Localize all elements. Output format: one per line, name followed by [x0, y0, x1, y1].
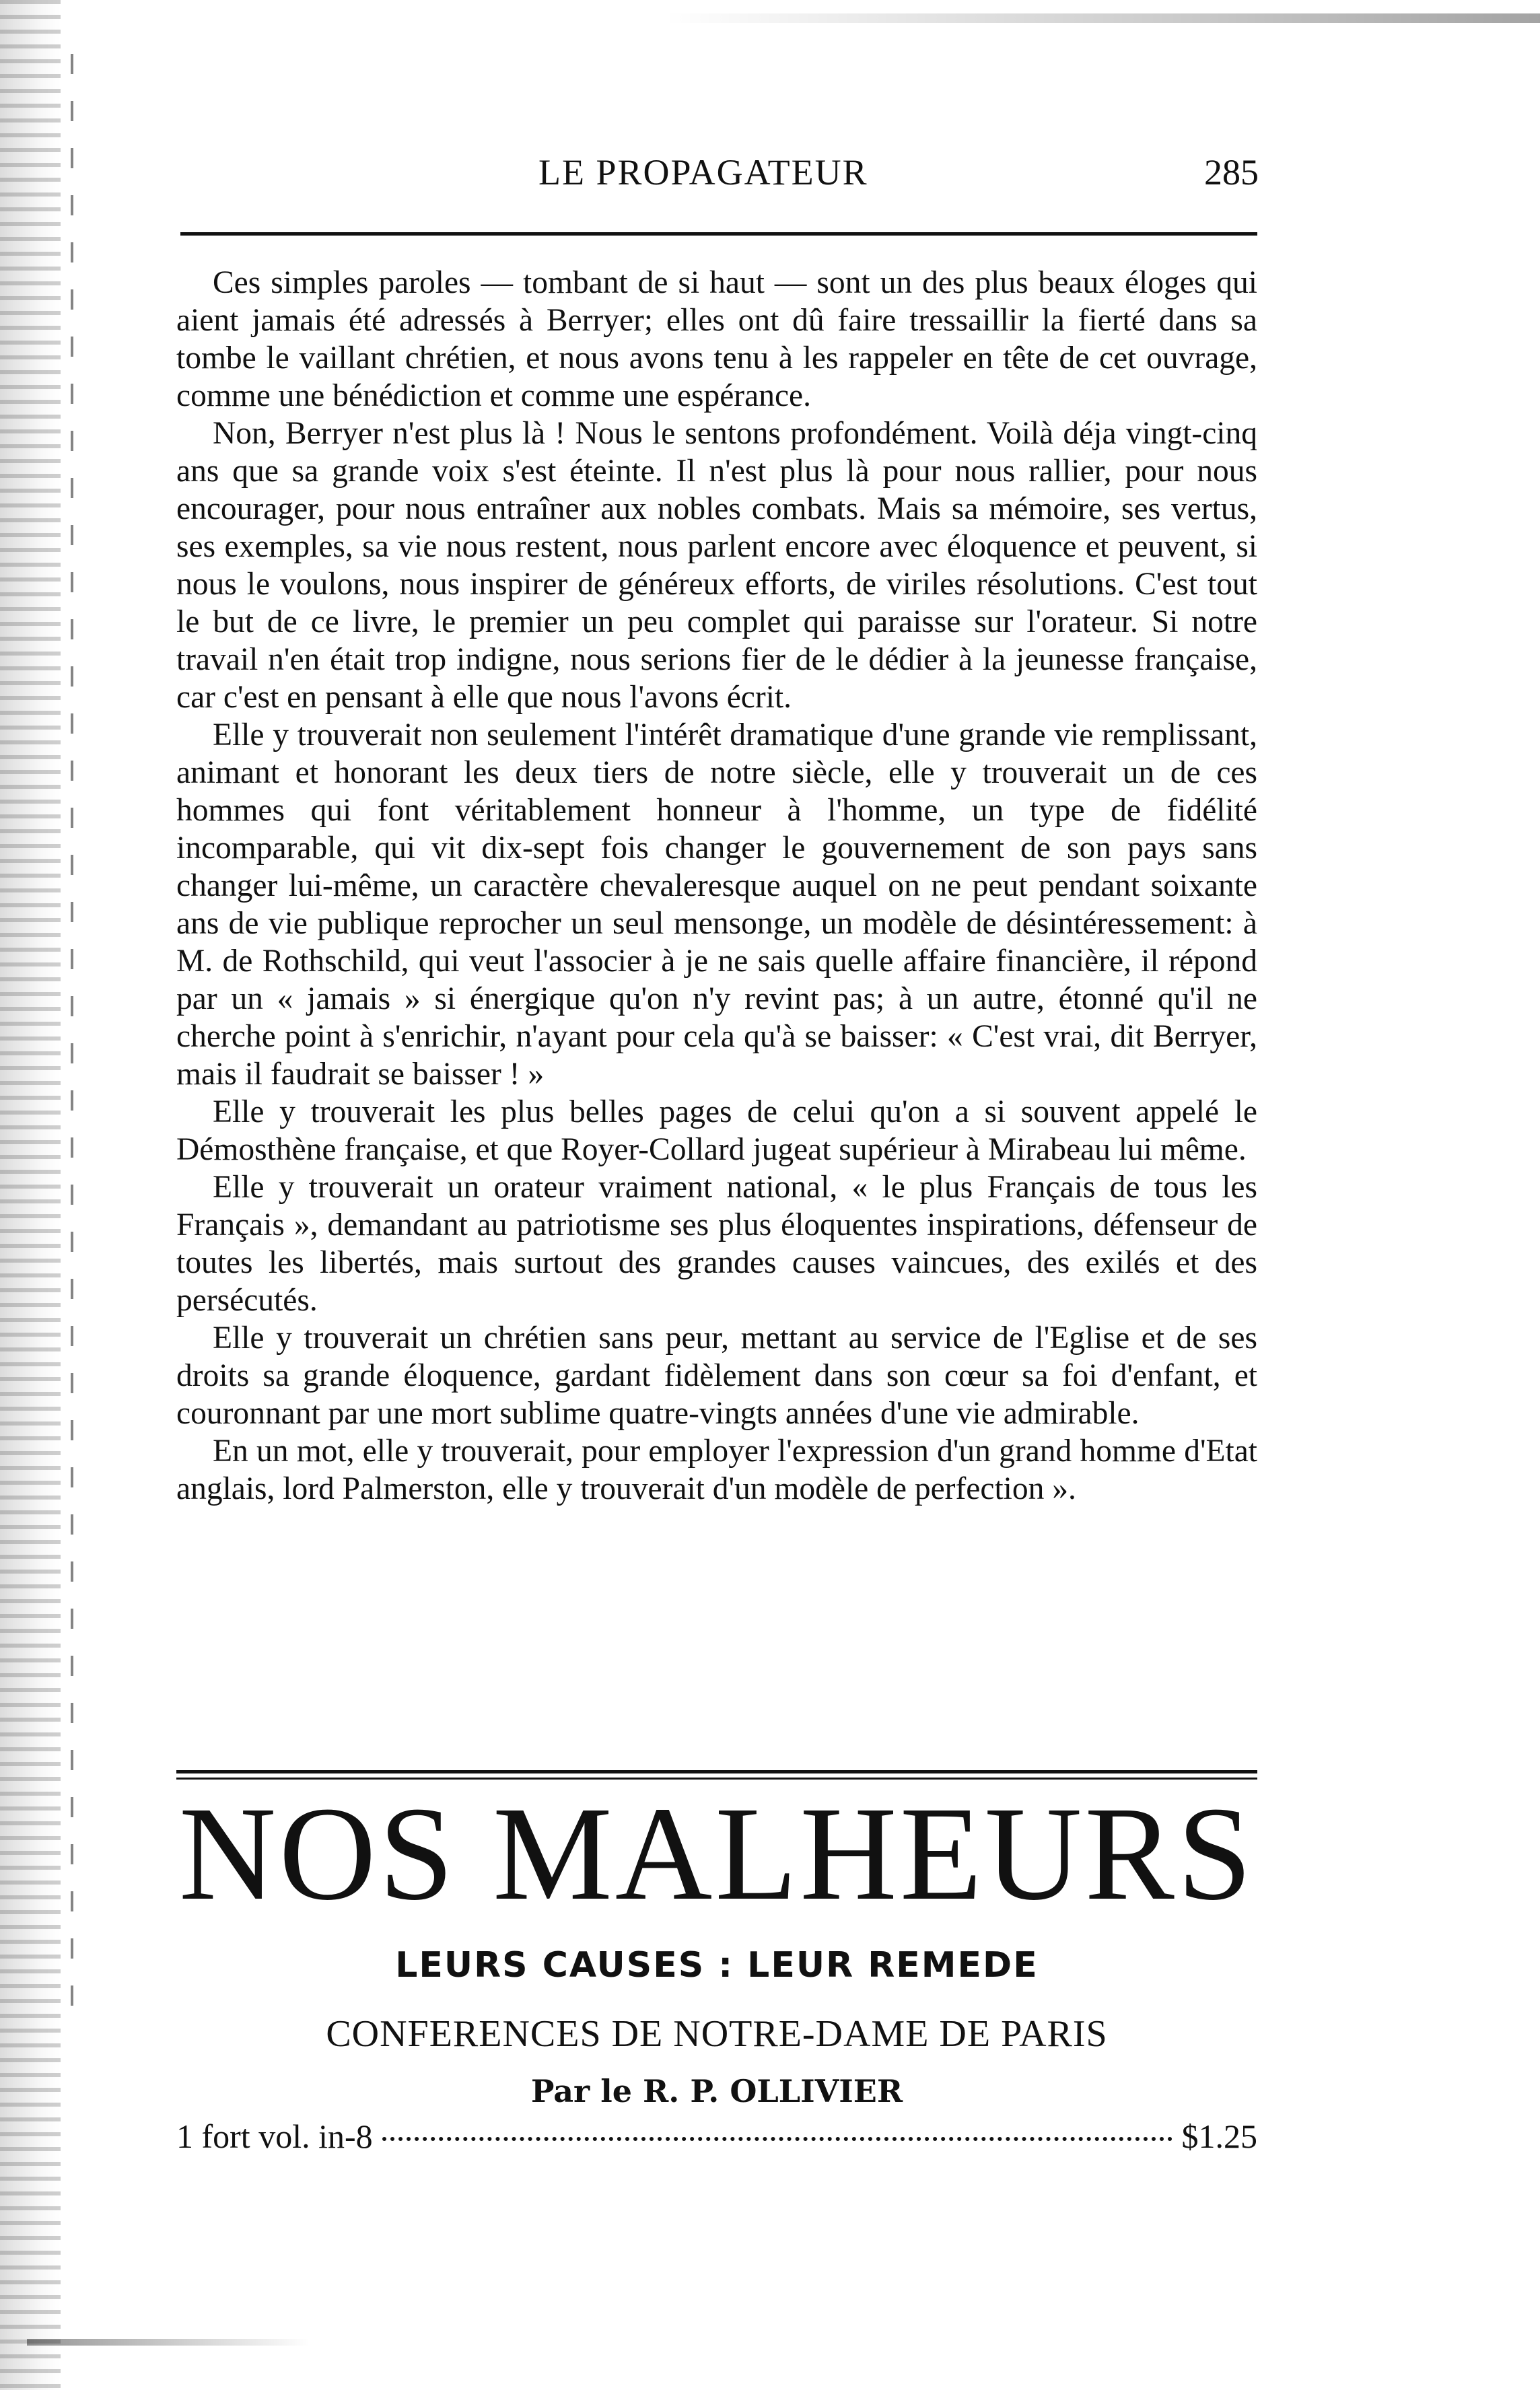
advert-item: 1 fort vol. in-8: [176, 2117, 373, 2155]
scan-smudge-top: [665, 13, 1540, 23]
paragraph: Non, Berryer n'est plus là ! Nous le sentons profondément. Voilà déja vingt-cinq ans que sa grande voix s'est éteinte. Il n'est plus là pour nous rallier, pour nous encourager, pour nous entraîner aux nobles combats. Mais sa mémoire, ses vertus, ses exemples, sa vie nous restent, nous parlent encore avec éloquence et peuvent, si nous le voulons, nous inspirer de généreux efforts, de viriles résolutions. C'est tout le but de ce livre, le premier un peu complet qui paraisse sur l'orateur. Si notre travail n'en était trop indigne, nous serions fier de le dédier à la jeunesse française, car c'est en pensant à elle que nous l'avons écrit.: [176, 416, 1257, 715]
article-body: [176, 264, 1257, 1508]
advert-author: Par le R. P. OLLIVIER: [530, 2073, 903, 2109]
paragraph: Elle y trouverait un chrétien sans peur, mettant au service de l'Eglise et de ses droits sa grande éloquence, gardant fidèlement dans son cœur sa foi d'enfant, et couronnant par une mort sublime quatre-vingts années d'une vie admirable.: [176, 1321, 1257, 1431]
advert-divider: [176, 1770, 1257, 1780]
paragraph: Ces simples paroles — tombant de si haut — sont un des plus beaux éloges qui aient jamais été adressés à Berryer; elles ont dû faire tressaillir la fierté dans sa tombe le vaillant chrétien, et nous avons tenu à les rappeler en tête de cet ouvrage, comme une bénédiction et comme une espérance.: [176, 265, 1257, 413]
advert-title: NOS MALHEURS: [178, 1780, 1255, 1928]
paragraph: Elle y trouverait un orateur vraiment national, « le plus Français de tous les Français », demandant au patriotisme ses plus éloquentes inspirations, défenseur de toutes les libertés, mais surtout des grandes causes vaincues, des exilés et des persécutés.: [176, 1170, 1257, 1318]
paragraph: Elle y trouverait les plus belles pages de celui qu'on a si souvent appelé le Démosthène française, et que Royer-Collard jugeat supérieur à Mirabeau lui même.: [176, 1094, 1257, 1167]
header-rule: [180, 232, 1257, 236]
scan-smudge-bottom: [27, 2339, 310, 2346]
page-number: 285: [1204, 152, 1259, 192]
dot-leader: [382, 2137, 1172, 2141]
running-title: LE PROPAGATEUR: [538, 152, 868, 192]
paragraph: En un mot, elle y trouverait, pour employer l'expression d'un grand homme d'Etat anglais, lord Palmerston, elle y trouverait d'un modèle de perfection ».: [176, 1434, 1257, 1506]
advert-series-line: CONFERENCES DE NOTRE-DAME DE PARIS: [326, 2013, 1108, 2055]
running-header: [175, 151, 1259, 212]
scanned-page-edge: [0, 0, 61, 2390]
paragraph: Elle y trouverait non seulement l'intérêt dramatique d'une grande vie remplissant, animant et honorant les deux tiers de notre siècle, elle y trouverait un de ces hommes qui font véritablement honneur à l'homme, un type de fidélité incomparable, qui vit dix-sept fois changer le gouvernement de son pays sans changer lui-même, un caractère chevaleresque auquel on ne peut pendant soixante ans de vie publique reprocher un seul mensonge, un modèle de désintéressement: à M. de Rothschild, qui veut l'associer à je ne sais quelle affaire financière, il répond par un « jamais » si énergique qu'on n'y revint pas; à un autre, étonné qu'il ne cherche point à s'enrichir, n'ayant pour cela qu'à se baisser: « C'est vrai, dit Berryer, mais il faudrait se baisser ! »: [176, 717, 1257, 1092]
binding-shadow-line: [71, 54, 73, 2019]
advert-price: $1.25: [1181, 2117, 1257, 2155]
advert-subtitle: LEURS CAUSES : LEUR REMEDE: [395, 1945, 1039, 1985]
advert-price-row: [176, 2117, 1257, 2164]
